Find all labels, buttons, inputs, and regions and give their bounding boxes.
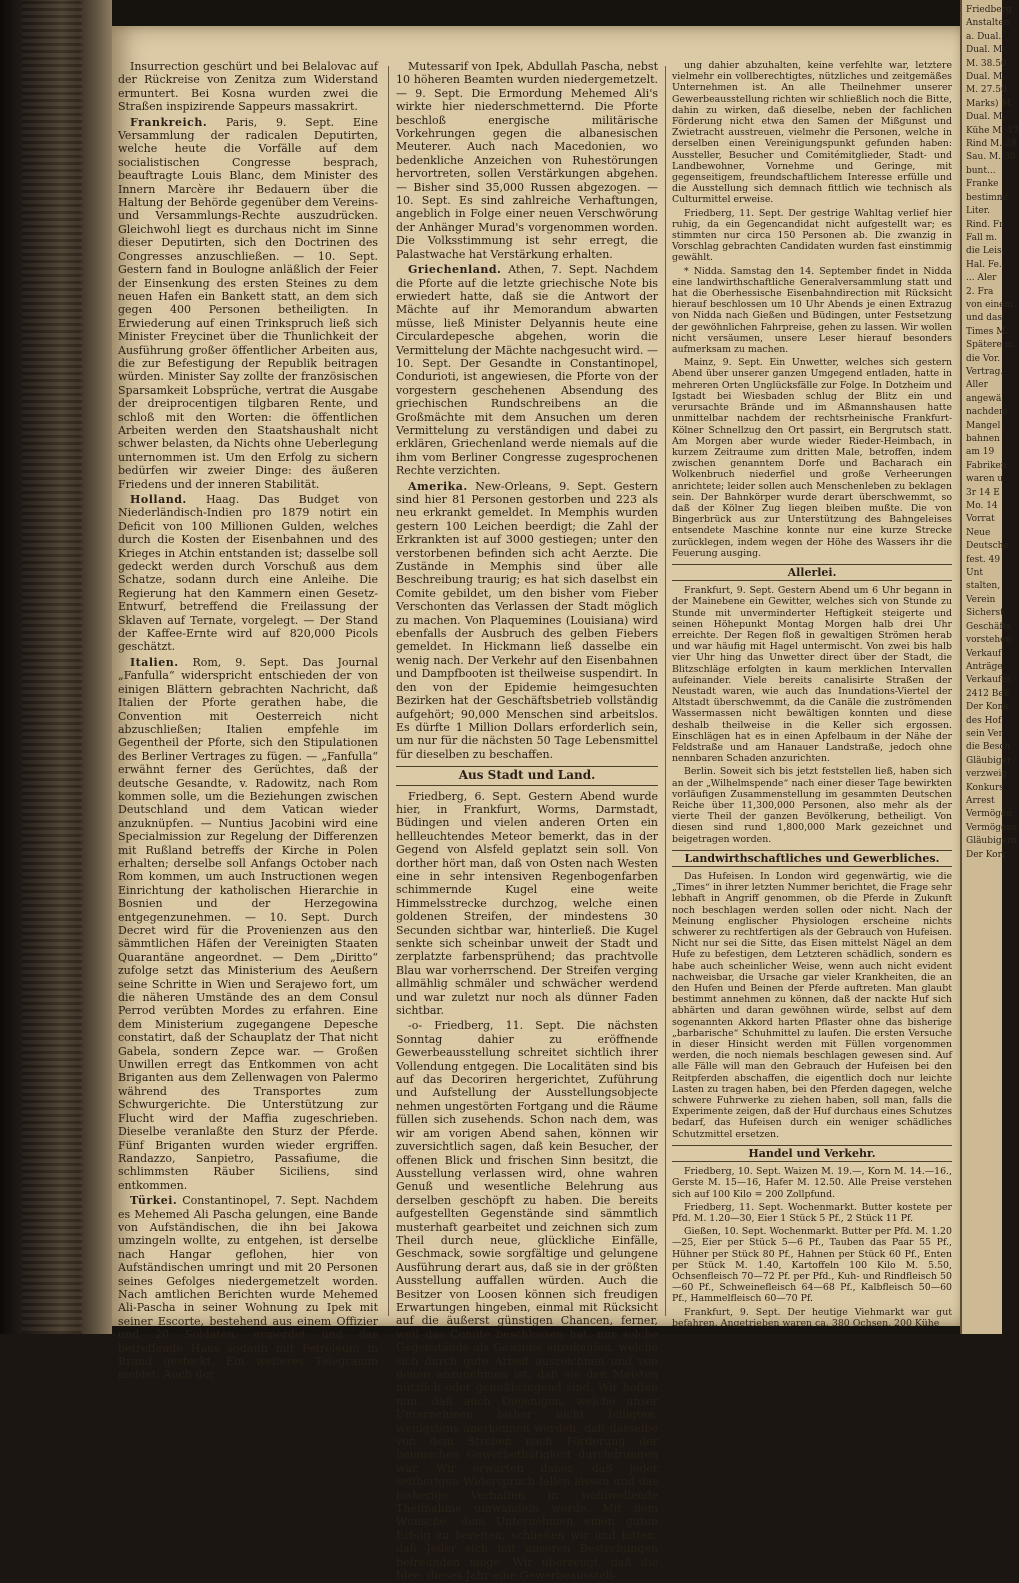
edge-text-fragment: Verein <box>966 594 996 605</box>
article-text: Frankfurt, 9. Sept. Gestern Abend um 6 Uhr begann in der Mainebene ein Gewitter, welches sich von Stunde zu Stunde mit unverminderter Heftigkeit steigerte und seinen Höhepunkt Montag Morgen halb drei Uhr erreichte. Der Regen floß in gewaltigen Strömen herab und war häufig mit Hagel untermischt. Von zwei bis halb vier Uhr hing das Unwetter direct über der Stadt, die Blitzschläge erfolgten in kaum merklichen Intervallen aufeinander. Viele bereits canalisirte Straßen der Neustadt waren, wie auch das Inundations-Viertel der Altstadt überschwemmt, da die Canäle die zuströmenden Wassermassen nicht bewältigen konnten und diese deshalb theilweise in die Keller sich ergossen. Einschlägen hat es in einen Apfelbaum in der Nähe der Feldstraße und am Hanauer Landstraße, jedoch ohne nennbaren Schaden anzurichten. <box>672 585 952 765</box>
column-1 <box>118 60 379 1382</box>
newspaper-page <box>112 26 964 1583</box>
edge-text-fragment: Konkurs <box>966 782 1004 793</box>
edge-text-fragment: Aller <box>966 380 988 391</box>
edge-text-fragment: sein Ver <box>966 728 1003 739</box>
article-paragraph <box>672 766 952 844</box>
edge-text-fragment: Fall m. <box>966 232 998 243</box>
adjacent-page-fragments <box>962 0 1019 862</box>
edge-text-fragment: Mo. 14 <box>966 501 998 512</box>
edge-text-fragment: M. 38.50. <box>966 58 1010 69</box>
article-text: ung dahier abzuhalten, keine verfehlte war, letztere vielmehr ein vollberechtigtes, nützliches und zeitgemäßes Unternehmen ist. An alle Theilnehmer unserer Gewerbeausstellung richten wir schließlich noch die Bitte, dahin zu wirken, daß dieselbe, neben der fachlichen Förderung nicht etwa den Samen der Mißgunst und Zwietracht ausstreuen, vielmehr die Personen, welche in derselben einen Vereinigungspunkt gefunden haben: Aussteller, Besucher und Comitémitglieder, Stadt- und Landbewohner, Vornehme und Geringe, mit gegenseitigem, freundschaftlichem Interesse erfülle und die Ausstellung sich demnach fittlich wie technisch als Culturmittel erweise. <box>672 60 952 206</box>
column-2 <box>396 60 659 1583</box>
article-text: Rom, 9. Sept. Das Journal „Fanfulla“ widerspricht entschieden der von einigen Blättern gebrachten Nachricht, daß Italien der Pforte gerathen habe, die Convention mit Oesterreich nicht abzuschließen; Italien empfehle im Gegentheil der Pforte, sich den Stipulationen des Berliner Vertrages zu fügen. — „Fanfulla“ erwähnt ferner des Gerüchtes, daß der deutsche Gesandte, v. Radowitz, nach Rom kommen solle, um die Beziehungen zwischen Deutschland und dem Vatican wieder anzuknüpfen. — Nuntius Jacobini wird eine Specialmission zur Regelung der Differenzen mit Rußland betreffs der Kirche in Polen erhalten; derselbe soll Anfangs October nach Rom kommen, um auch Instructionen wegen Einrichtung der katholischen Hierarchie in Bosnien und der Herzegowina entgegenzunehmen. — 10. Sept. Durch Decret wird für die Provenienzen aus den sämmtlichen Häfen der Vereinigten Staaten Quarantäne angeordnet. — Dem „Diritto“ zufolge setzt das Ministerium des Aeußern seine Schritte in Wien und Serajewo fort, um die näheren Umstände des an dem Consul Perrod verübten Mordes zu erfahren. Eine dem Ministerium zugegangene Depesche constatirt, daß der Schauplatz der That nicht Gabela, sondern Zepce war. — Großen Unwillen erregt das Entkommen von acht Briganten aus dem Zellenwagen von Palermo während des Transportes zum Schwurgerichte. Die Unterstützung zur Flucht wird der Maffia zugeschrieben. Dieselbe veranlaßte den Sturz der Pferde. Fünf Briganten wurden wieder ergriffen. Randazzo, Sanpietro, Passafiume, die schlimmsten Räuber Siciliens, sind entkommen. <box>118 655 378 1192</box>
country-heading: Holland. <box>130 493 187 506</box>
edge-text-fragment: bestimmt <box>966 192 1009 203</box>
article-text: Friedberg, 11. Sept. Der gestrige Wahltag verlief hier ruhig, da ein Gegencandidat nicht aufgestellt war; es stimmten nur circa 150 Personen ab. Die zwanzig in Vorschlag gebrachten Candidaten wurden fast einstimmig gewählt. <box>672 207 952 264</box>
edge-text-fragment: M. 27.50. <box>966 85 1010 96</box>
article-paragraph <box>118 493 378 654</box>
article-paragraph <box>672 1307 952 1329</box>
edge-text-fragment: nachdem <box>966 407 1008 418</box>
edge-text-fragment: Franke <box>966 179 999 190</box>
article-paragraph <box>396 1019 658 1582</box>
edge-text-fragment: 2412 Bek <box>966 688 1010 699</box>
edge-text-fragment: 3r 14 E <box>966 487 1000 498</box>
edge-text-fragment: von einem <box>966 299 1014 310</box>
column-3 <box>672 60 952 1329</box>
edge-text-fragment: Sicherst <box>966 608 1004 619</box>
article-text: Friedberg, 6. Sept. Gestern Abend wurde hier, in Frankfurt, Worms, Darmstadt, Büdingen und vielen anderen Orten ein hellleuchtendes Meteor bemerkt, das in der Gegend von Alsfeld geplatzt sein soll. Von dorther hört man, daß von Osten nach Westen eine in sehr intensiven Regenbogenfarben schimmernde Kugel eine weite Himmelsstrecke durchzog, welche einen goldenen Streifen, der mindestens 30 Secunden sichtbar war, hinterließ. Die Kugel senkte sich scheinbar unweit der Stadt und zerplatzte farbensprühend; das prachtvolle Blau war vorherrschend. Der Streifen verging allmählig schmäler und schwächer werdend und war zuletzt nur noch als dünner Faden sichtbar. <box>396 789 658 1018</box>
edge-text-fragment: Times M. <box>966 326 1009 337</box>
country-heading: Frankreich. <box>130 115 208 129</box>
edge-text-fragment: Dual. M. <box>966 112 1006 123</box>
edge-text-fragment: die Leis. <box>966 246 1005 257</box>
book-binding <box>0 0 112 1334</box>
section-heading: Allerlei. <box>672 564 952 581</box>
edge-text-fragment: Mangel <box>966 420 1001 431</box>
article-paragraph <box>672 585 952 764</box>
edge-text-fragment: Der Konk <box>966 702 1009 713</box>
edge-text-fragment: 2. Fra <box>966 286 994 297</box>
article-text: Haag. Das Budget von Niederländisch-Indien pro 1879 notirt ein Deficit von 100 Millionen Gulden, welches durch die Kosten der Eisenbahnen und des Krieges in Atchin entstanden ist; dasselbe soll gedeckt werden durch Vorschuß aus dem Schatze, sodann durch eine Anleihe. Die Regierung hat den Kammern einen Gesetz-Entwurf, betreffend die Freilassung der Sklaven auf Ternate, vorgelegt. — Der Stand der Kaffee-Ernte wird auf 820,000 Picols geschätzt. <box>118 493 378 654</box>
country-heading: Türkei. <box>130 1194 178 1208</box>
edge-text-fragment: Geschäfts <box>966 621 1011 632</box>
article-text: Mainz, 9. Sept. Ein Unwetter, welches sich gestern Abend über unserer ganzen Umgegend entladen, hatte in mehreren Orten Unglücksfälle zur Folge. In Dotzheim und Igstadt bei Wiesbaden schlug der Blitz ein und verursachte Brände und im Aßmannshausen hatte unmittelbar nachdem der rechtsrheinische Frankfurt-Kölner Schnellzug den Ort passirt, ein Bergrutsch statt. Am Morgen aber wurde wieder Rieder-Heimbach, in kurzem Zeitraume zum dritten Male, betroffen, indem zwischen genanntem Dorfe und Bacharach ein Wolkenbruch niederfiel und große Verheerungen anrichtete; leider sollen auch Menschenleben zu beklagen sein. Der Bahnkörper wurde derart überschwemmt, so daß der Kölner Zug liegen bleiben mußte. Die von Bingerbrück aus zur Unterstützung des Bahngeleises entsendete Maschine konnte nur eine kurze Strecke zurücklegen, indem wegen der Höhe des Wassers ihr die Feuerung ausging. <box>672 357 952 559</box>
edge-text-fragment: Friedberg <box>966 5 1012 15</box>
section-heading: Landwirthschaftliches und Gewerbliches. <box>672 850 952 867</box>
article-text: Mutessarif von Ipek, Abdullah Pascha, nebst 10 höheren Beamten wurden niedergemetzelt. — 9. Sept. Die Ermordung Mehemed Ali's wirkte hier niederschmetternd. Die Pforte beschloß energische militärische Vorkehrungen gegen die albanesischen Meuterer. Auch nach Macedonien, wo bedenkliche Anzeichen von Ruhestörungen hervortreten, sollen Verstärkungen abgehen. — Bisher sind 35,000 Russen abgezogen. — 10. Sept. Es sind zahlreiche Verhaftungen, angeblich in Folge einer neuen Verschwörung der Anhänger Murad's vorgenommen worden. Die Volksstimmung ist sehr erregt, die Palastwache hat Verstärkung erhalten. <box>396 60 658 261</box>
edge-text-fragment: Vorrat <box>966 514 995 525</box>
edge-text-fragment: Fabriken <box>966 460 1007 471</box>
article-paragraph <box>118 656 378 1192</box>
edge-text-fragment: vorstehen <box>966 635 1012 646</box>
article-text: Insurrection geschürt und bei Belalovac auf der Rückreise von Zenitza zum Widerstand ermuntert. Bei Kosna wurden zwei die Straßen inspizirende Sappeurs massakrirt. <box>118 60 378 114</box>
edge-text-fragment: Sau. M. 30 <box>966 152 1016 163</box>
edge-text-fragment: Unt <box>966 568 983 579</box>
edge-text-fragment: Verkauf <box>966 648 1002 659</box>
article-paragraph <box>118 1194 378 1382</box>
edge-text-fragment: bahnen <box>966 434 1000 444</box>
edge-text-fragment: Rind. Fr. <box>966 219 1006 230</box>
edge-text-fragment: Dual. M. <box>966 45 1006 56</box>
edge-text-fragment: Liter. <box>966 206 990 217</box>
article-text: Gießen, 10. Sept. Wochenmarkt. Butter per Pfd. M. 1.20—25, Eier per Stück 5—6 Pf., Tauben das Paar 55 Pf., Hühner per Stück 80 Pf., Hahnen per Stück 60 Pf., Enten per Stück M. 1.40, Kartoffeln 100 Kilo M. 5.50, Ochsenfleisch 70—72 Pf. per Pfd., Kuh- und Rindfleisch 50—60 Pf., Schweinefleisch 64—68 Pf., Kalbfleisch 50—60 Pf., Hammelfleisch 60—70 Pf. <box>672 1226 952 1305</box>
article-paragraph <box>672 1202 952 1224</box>
article-text: Friedberg, 10. Sept. Waizen M. 19.—, Korn M. 14.—16., Gerste M. 15—16, Hafer M. 12.50. Alle Preise verstehen sich auf 100 Kilo = 200 Zollpfund. <box>672 1166 952 1200</box>
country-heading: Amerika. <box>408 479 468 493</box>
article-paragraph <box>396 60 658 261</box>
article-text: -o- Friedberg, 11. Sept. Die nächsten Sonntag dahier zu eröffnende Gewerbeausstellung schreitet sichtlich ihrer Vollendung entgegen. Die Localitäten sind bis auf das Decoriren hergerichtet, Zuführung und Aufstellung der Ausstellungsobjecte nehmen ungestörten Fortgang und die Räume füllen sich zusehends. Schon nach dem, was wir am vorigen Abend sahen, können wir zuversichtlich sagen, daß kein Besucher, der offenen Blick und frischen Sinn besitzt, die Ausstellung verlassen wird, ohne wahren Genuß und wesentliche Belehrung aus derselben geschöpft zu haben. Die bereits aufgestellten Gegenstände sind sämmtlich musterhaft gearbeitet und zeichnen sich zum Theil durch neue, glückliche Einfälle, Geschmack, sowie sorgfältige und gelungene Ausführung derart aus, daß sie in der größten Ausstellung auffallen würden. Auch die Besitzer von Loosen können sich freudigen Erwartungen hingeben, einmal mit Rücksicht auf die äußerst günstigen Chancen, ferner, weil das Comite beschlossen hat, nur solche Gegenstände als Gewinne anzukaufen, welche sich durch gute Arbeit auszeichnen und von denen anzunehmen ist, daß sie den Meisten nützlich oder genußbringend sind. Wir hoffen nun, daß auch Diejenigen, welche unser Unternehmen bisher nicht billigten, wenigstens anerkennen werden, daß dasselbe von dem Streben nach Förderung der heimischen Gewerbethätigkeit durchdrungen war. Wir erwarten daher, daß jeder seitherigen Widerspruch fallen lassen und das bisherige Verhalten in wohlwollende Theilnahme umwandeln werde. Mit dem Wunsche, dem Unternehmen einen guten Erfolg zu bereiten, schließen wir und bitten, daß Jeder sich mit unseren Bestrebungen befreunden möge. Wir überzeugt, daß die Idee, dieses Jahr eine Gewerbeausstell- <box>396 1019 658 1583</box>
edge-text-fragment: ... Aler <box>966 273 997 284</box>
article-paragraph <box>396 263 658 478</box>
article-text: Berlin. Soweit sich bis jetzt feststellen ließ, haben sich an der „Wilhelmspende“ nach einer dieser Tage bewirkten vorläufigen Zusammenstellung im gesammten Deutschen Reiche über 11,300,000 Personen, also mehr als der vierte Theil der ganzen Bevölkerung, betheiligt. Von diesen sind rund 1,800,000 Mark gezeichnet und beigetragen worden. <box>672 766 952 845</box>
column-rule <box>665 66 666 1316</box>
edge-text-fragment: bunt... <box>966 165 996 176</box>
edge-text-fragment: die Vor. <box>966 353 1001 364</box>
edge-text-fragment: fest. 49 <box>966 554 1001 565</box>
edge-text-fragment: Deutsche <box>966 541 1009 552</box>
country-heading: Italien. <box>130 655 179 669</box>
article-text: Das Hufeisen. In London wird gegenwärtig, wie die „Times“ in ihrer letzten Nummer berichtet, die Frage sehr lebhaft in Angriff genommen, ob die Pferde in Zukunft noch beschlagen werden sollen oder nicht. Nach der Meinung englischer Physiologen erscheine nichts schwerer zu rechtfertigen als der Gebrauch von Hufeisen. Nicht nur sei die Sitte, das Eisen mittelst Nägel an dem Hufe zu befestigen, dem Letzteren schädlich, sondern es habe auch scheinlicher Weise, wenn auch nicht evident nachweisbar, die Ursache gar vieler Krankheiten, die an den Hufen und Beinen der Pferde auftreten. Man glaubt bestimmt annehmen zu können, daß der nackte Huf sich abhärten und daran gewöhnen würde, selbst auf dem sogenannten Akkord harten Pflaster ohne das bisherige „barbarische“ Schuhmittel zu laufen. Die ersten Versuche in dieser Hinsicht werden mit Füllen vorgenommen werden, die noch niemals beschlagen gewesen sind. Auf alle Fälle will man den Gebrauch der Hufeisen bei den Reitpferden abschaffen, die eigentlich doch nur leichte Lasten zu tragen haben, bei den Pferden dagegen, welche schwere Fuhrwerke zu ziehen haben, soll man, falls die Experimente zeigen, daß der Huf durchaus eines Schutzes bedarf, das Hufeisen durch ein weniger schädliches Schutzmittel ersetzen. <box>672 871 952 1140</box>
article-paragraph <box>672 208 952 264</box>
edge-text-fragment: die Besch <box>966 742 1011 753</box>
edge-text-fragment: Hal. Fe. <box>966 259 1002 270</box>
article-paragraph <box>672 1226 952 1304</box>
article-text: * Nidda. Samstag den 14. September findet in Nidda eine landwirthschaftliche Generalversammlung statt und hat die Oberhessische Eisenbahndirection mit Rücksicht hierauf beschlossen um 10 Uhr Abends je einen Extrazug von Nidda nach Gießen und Büdingen, unter Festsetzung der gewöhnlichen Fahrpreise, gehen zu lassen. Wir wollen nicht versäumen, unsere Leser hierauf besonders aufmerksam zu machen. <box>672 265 952 356</box>
edge-text-fragment: verzweig <box>966 769 1008 780</box>
article-paragraph <box>118 116 378 491</box>
article-paragraph <box>396 790 658 1018</box>
edge-text-fragment: Vertrag. <box>966 366 1004 377</box>
article-paragraph <box>672 1166 952 1200</box>
edge-text-fragment: waren u. <box>966 474 1007 485</box>
article-text: Paris, 9. Sept. Eine Versammlung der radicalen Deputirten, welche heute die Vorfälle auf dem socialistischen Congresse besprach, beauftragte Louis Blanc, dem Minister des Innern Marcère ihr Bedauern über die Haltung der Behörde gegenüber dem Vereins- und Versammlungs-Rechte auszudrücken. Gleichwohl liegt es durchaus nicht im Sinne dieser Deputirten, sich den Doctrinen des Congresses anzuschließen. — 10. Sept. Gestern fand in Boulogne anläßlich der Feier der Einsenkung des ersten Steines zu dem neuen Hafen ein Bankett statt, an dem sich gegen 400 Personen betheiligten. In Erwiederung auf einen Trinkspruch ließ sich Minister Freycinet über die Thunlichkeit der Ausführung großer öffentlicher Arbeiten aus, die zur Befestigung der Republik beitragen würden. Minister Say zollte der französischen Sparsamkeit Lobsprüche, vertrat die Ausgabe der dreiprocentigen tilgbaren Rente, und schloß mit den Worten: die öffentlichen Arbeiten werden den Staatshaushalt nicht schwer belasten, da Nichts ohne Ueberlegung unternommen ist. Um den Erfolg zu sichern bedürfen wir zweier Dinge: des äußeren Friedens und der inneren Stabilität. <box>118 115 379 491</box>
article-paragraph <box>672 871 952 1140</box>
country-heading: Griechenland. <box>408 263 502 277</box>
article-text: Frankfurt, 9. Sept. Der heutige Viehmarkt war gut befahren. Angetrieben waren ca. 380 Ochsen, 200 Kühe <box>672 1306 952 1329</box>
edge-text-fragment: Der Korr <box>966 849 1007 860</box>
article-text: Athen, 7. Sept. Nachdem die Pforte auf die letzte griechische Note bis erwiedert hatte, daß sie die Antwort der Mächte auf ihr Memorandum abwarten müsse, ließ Minister Delyannis heute eine Circulardepesche abgehen, worin die Vermittelung der Mächte nachgesucht wird. — 10. Sept. Der Gesandte in Constantinopel, Condurioti, ist angewiesen, die Pforte von der vorgestern geschehenen Absendung des griechischen Rundschreibens an die Großmächte mit dem Ansuchen um deren Vermittelung zu verständigen und dabei zu erklären, Griechenland werde niemals auf die ihm vom Berliner Congresse zugesprochenen Rechte verzichten. <box>396 263 658 478</box>
edge-text-fragment: Dual. M. <box>966 72 1006 83</box>
column-rule <box>388 66 389 1316</box>
article-paragraph <box>672 60 952 206</box>
article-paragraph <box>672 266 952 356</box>
article-text: Constantinopel, 7. Sept. Nachdem es Mehemed Ali Pascha gelungen, eine Bande von Aufständischen, die ihn bei Jakowa umzingeln wollte, zu entgehen, ist derselbe nach Hangar geflohen, hier von Aufständischen umringt und mit 20 Personen seines Gefolges niedergemetzelt worden. Nach amtlichen Berichten wurde Mehemed Ali-Pascha in seiner Wohnung zu Ipek mit seiner Escorte, bestehend aus einem Offizier und 20 Soldaten, ermordet und das betreffende Haus sodann mit Petroleum in Brand gesteckt. Ein weiteres Telegramm meldet: Auch der <box>118 1194 378 1382</box>
edge-text-fragment: Anstalten <box>966 18 1010 29</box>
edge-text-fragment: a. Dual. <box>966 31 1002 42</box>
article-paragraph <box>396 480 658 762</box>
edge-text-fragment: Vermögen <box>966 809 1013 820</box>
edge-text-fragment: Arrest <box>966 795 995 806</box>
edge-text-fragment: Kühe M. 17 <box>966 125 1019 136</box>
binding-texture <box>22 0 82 1334</box>
edge-text-fragment: Rind M. 28 <box>966 139 1017 150</box>
edge-text-fragment: am 19 <box>966 447 995 458</box>
edge-text-fragment: Gläubigern <box>966 836 1018 847</box>
edge-text-fragment: Gläubiger <box>966 755 1012 766</box>
edge-text-fragment: angewä <box>966 393 1002 404</box>
article-text: Friedberg, 11. Sept. Wochenmarkt. Butter kostete per Pfd. M. 1.20—30, Eier 1 Stück 5 Pf., 2 Stück 11 Pf. <box>672 1201 952 1224</box>
edge-text-fragment: des Hof <box>966 715 1002 726</box>
edge-text-fragment: und das <box>966 313 1002 324</box>
edge-text-fragment: Marks) M. <box>966 98 1014 109</box>
edge-text-fragment: Vermögens <box>966 822 1017 833</box>
section-heading: Handel und Verkehr. <box>672 1145 952 1162</box>
edge-text-fragment: Anträge <box>966 661 1003 672</box>
edge-text-fragment: stalten, <box>966 581 1001 592</box>
edge-text-fragment: Verkaufes <box>966 675 1012 686</box>
article-text: New-Orleans, 9. Sept. Gestern sind hier 81 Personen gestorben und 223 als neu erkrankt gemeldet. In Memphis wurden gestern 100 Leichen beerdigt; die Zahl der Erkrankten ist auf 3000 gestiegen; unter den verstorbenen befinden sich acht Aerzte. Die Zustände in Memphis sind über alle Beschreibung traurig; es hat sich daselbst ein Comite gebildet, um den bisher vom Fieber Verschonten das Verlassen der Stadt möglich zu machen. Von Plaquemines (Louisiana) wird ebenfalls der Ausbruch des gelben Fiebers gemeldet. In Hickmann ließ dasselbe ein wenig nach. Der Verkehr auf den Eisenbahnen und Dampfbooten ist theilweise suspendirt. In den von der Epidemie heimgesuchten Bezirken hat der Geschäftsbetrieb vollständig aufgehört; 90,000 Menschen sind arbeitslos. Es dürfte 1 Million Dollars erforderlich sein, um nur für die nächsten 50 Tage Lebensmittel für dieselben zu beschaffen. <box>396 479 659 761</box>
edge-text-fragment: Spätere m. <box>966 340 1017 351</box>
article-paragraph <box>672 357 952 559</box>
edge-text-fragment: Neue <box>966 527 991 538</box>
adjacent-page-edge <box>960 0 1019 1334</box>
article-paragraph <box>118 60 378 114</box>
section-heading: Aus Stadt und Land. <box>396 766 658 785</box>
